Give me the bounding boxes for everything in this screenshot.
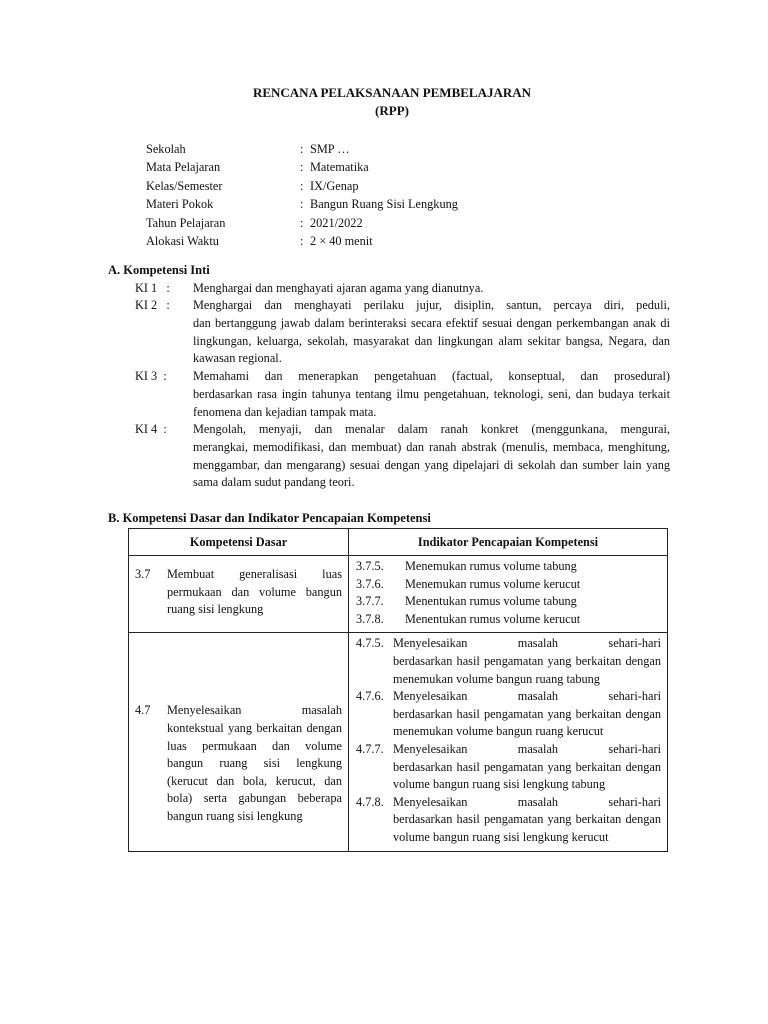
info-separator: : (300, 160, 304, 175)
indicator-text-continued: berdasarkan hasil pengamatan yang berkaitan dengan volume bangun ruang sisi lengkung kerucut (393, 812, 661, 844)
indicator-text: Menyelesaikan masalah sehari-hari (393, 689, 661, 704)
info-value: 2021/2022 (310, 215, 363, 230)
kd-cell-4-7 (129, 633, 349, 851)
indicator-text: Menentukan rumus volume tabung (405, 594, 577, 609)
info-separator: : (300, 197, 304, 212)
info-label: Alokasi Waktu (146, 233, 219, 248)
info-separator: : (300, 233, 304, 248)
kd-text: Menyelesaikan masalah kontekstual yang berkaitan dengan luas permukaan dan volume bangun ruang sisi lengkung (kerucut dan bola, kerucut, dan bola) serta gabungan beberapa bangun ruang sisi lengkung (167, 703, 342, 823)
ki-text-continued: merangkai, memodifikasi, dan membuat) dan ranah abstrak (menulis, membaca, menghitung, menggambar, dan mengarang) sesuai dengan yang dipelajari di sekolah dan sumber lain yang sama dalam sudut pandang teori. (193, 439, 670, 490)
indicator-text: Menyelesaikan masalah sehari-hari (393, 794, 661, 809)
kd-number: 4.7 (135, 703, 151, 718)
indicator-number: 3.7.6. (356, 576, 384, 591)
kd-cell-3-7 (129, 556, 349, 633)
info-value: Bangun Ruang Sisi Lengkung (310, 197, 458, 212)
ki-4 (135, 421, 670, 492)
ki-text: Menghargai dan menghayati ajaran agama yang dianutnya. (193, 281, 484, 295)
indicator-text: Menyelesaikan masalah sehari-hari (393, 741, 661, 756)
info-separator: : (300, 215, 304, 230)
indicator-text-continued: berdasarkan hasil pengamatan yang berkaitan dengan menemukan volume bangun ruang tabung (393, 653, 661, 686)
list-item (356, 576, 661, 594)
column-header-kompetensi-dasar: Kompetensi Dasar (129, 529, 349, 556)
table-row (129, 556, 668, 633)
indicator-text-continued: berdasarkan hasil pengamatan yang berkaitan dengan volume bangun ruang sisi lengkung tabung (393, 759, 661, 792)
table-row (129, 633, 668, 851)
section-b-heading: B. Kompetensi Dasar dan Indikator Pencapaian Kompetensi (108, 511, 431, 525)
ki-label: KI 3 : (135, 369, 167, 383)
ki-text-continued: berdasarkan rasa ingin tahunya tentang ilmu pengetahuan, teknologi, seni, dan budaya terkait fenomena dan kejadian tampak mata. (193, 386, 670, 419)
list-item (356, 593, 661, 611)
section-a-heading: A. Kompetensi Inti (108, 263, 210, 277)
indicator-text: Menemukan rumus volume tabung (405, 559, 577, 573)
info-value: 2 × 40 menit (310, 233, 373, 248)
indicator-text: Menemukan rumus volume kerucut (405, 576, 581, 591)
ki-2 (135, 297, 670, 368)
info-label: Tahun Pelajaran (146, 215, 226, 230)
indicator-number: 4.7.5. (356, 636, 384, 651)
ki-label: KI 2 : (135, 298, 170, 312)
document-subtitle: (RPP) (375, 103, 409, 118)
info-label: Kelas/Semester (146, 178, 223, 193)
info-label: Mata Pelajaran (146, 160, 221, 175)
info-value: SMP … (310, 142, 350, 156)
ki-text: Mengolah, menyaji, dan menalar dalam ranah konkret (menggunkana, mengurai, (193, 422, 670, 436)
list-item (356, 794, 661, 847)
info-separator: : (300, 178, 304, 193)
info-label: Materi Pokok (146, 197, 214, 212)
ki-label: KI 1 : (135, 281, 170, 295)
info-value: Matematika (310, 160, 369, 175)
list-item (356, 558, 661, 576)
indicator-text: Menentukan rumus volume kerucut (405, 611, 581, 626)
indicator-number: 4.7.7. (356, 741, 384, 756)
list-item (356, 635, 661, 688)
indicator-number: 4.7.8. (356, 794, 384, 809)
list-item (356, 611, 661, 629)
indicator-number: 3.7.5. (356, 559, 384, 573)
indicator-text: Menyelesaikan masalah sehari-hari (393, 636, 661, 651)
list-item (356, 741, 661, 794)
document-title: RENCANA PELAKSANAAN PEMBELAJARAN (252, 85, 532, 100)
info-value: IX/Genap (310, 178, 359, 193)
ki-text: Menghargai dan menghayati perilaku jujur, disiplin, santun, percaya diri, peduli, (193, 298, 670, 312)
competency-table (128, 528, 668, 852)
ki-text-continued: dan bertanggung jawab dalam berinteraksi secara efektif sesuai dengan perkembangan anak di lingkungan, keluarga, sekolah, masyarakat dan lingkungan alam sekitar bangsa, Negara, dan kawasan regional. (193, 315, 670, 366)
indicator-number: 3.7.8. (356, 611, 384, 626)
kd-number: 3.7 (135, 567, 151, 581)
ki-text: Memahami dan menerapkan pengetahuan (factual, konseptual, dan prosedural) (193, 369, 670, 383)
indicator-cell-3-7 (349, 556, 668, 633)
ki-1 (135, 280, 670, 298)
indicator-number: 4.7.6. (356, 689, 384, 704)
indicator-text-continued: berdasarkan hasil pengamatan yang berkaitan dengan menemukan volume bangun ruang kerucut (393, 706, 661, 739)
info-label: Sekolah (146, 142, 186, 156)
kd-text: Membuat generalisasi luas permukaan dan volume bangun ruang sisi lengkung (167, 567, 342, 617)
info-separator: : (300, 142, 304, 156)
ki-3 (135, 368, 670, 421)
list-item (356, 688, 661, 741)
table-header-row (129, 529, 668, 556)
indicator-cell-4-7 (349, 633, 668, 851)
ki-label: KI 4 : (135, 422, 167, 436)
indicator-number: 3.7.7. (356, 594, 384, 609)
column-header-indikator: Indikator Pencapaian Kompetensi (349, 529, 668, 556)
